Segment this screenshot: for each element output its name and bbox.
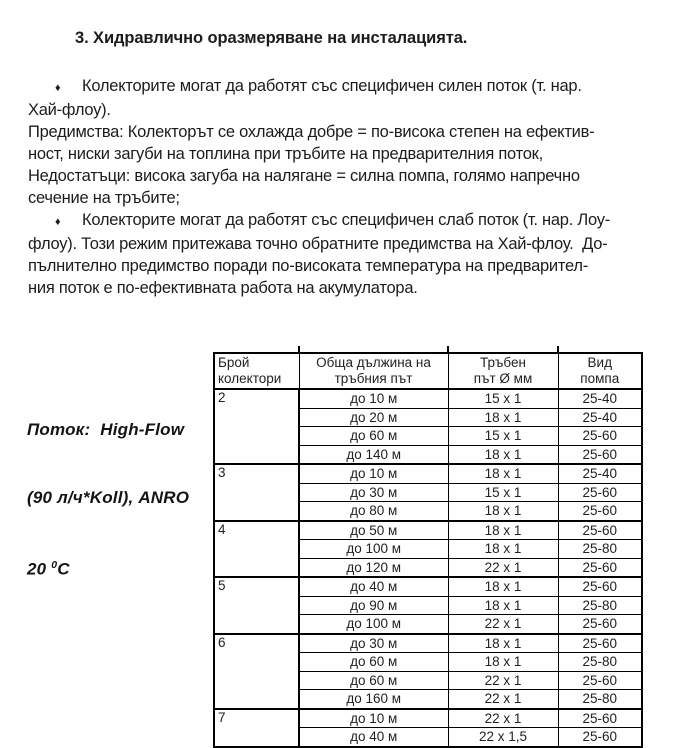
text-line <box>28 121 662 143</box>
table-cell: 18 x 1 <box>448 540 558 559</box>
text-line <box>28 99 662 121</box>
flow-label-line <box>27 554 189 581</box>
text-line-content: Предимства: Колекторът се охлажда добре = по-висока степен на ефектив- <box>28 123 595 141</box>
table-cell: до 40 м <box>299 728 448 747</box>
table-header-cell: Брой колектори <box>214 353 299 389</box>
collector-count-cell: 4 <box>214 521 299 578</box>
text-line-content: пълнително предимство поради по-високата температура на предварител- <box>28 257 589 275</box>
table-cell: до 90 м <box>299 596 448 615</box>
text-line <box>28 165 662 187</box>
table-row <box>214 634 642 653</box>
table-cell: 25-40 <box>558 408 642 427</box>
table-divider-tick <box>557 346 559 352</box>
table-header-cell: Тръбен път Ø мм <box>448 353 558 389</box>
pump-sizing-table-wrapper <box>213 352 647 745</box>
table-cell: 25-40 <box>558 389 642 408</box>
table-cell: 18 x 1 <box>448 577 558 596</box>
bullet-diamond-icon: ♦ <box>55 216 61 228</box>
table-cell: 18 x 1 <box>448 634 558 653</box>
bulleted-text-line <box>28 209 662 233</box>
text-line-content: Хай-флоу). <box>28 101 111 119</box>
text-line <box>28 255 662 277</box>
table-cell: 25-60 <box>558 709 642 728</box>
table-cell: до 140 м <box>299 445 448 464</box>
table-cell: до 100 м <box>299 540 448 559</box>
table-cell: 18 x 1 <box>448 502 558 521</box>
table-cell: до 10 м <box>299 464 448 483</box>
table-cell: 25-60 <box>558 671 642 690</box>
text-line-content: сечение на тръбите; <box>28 189 180 207</box>
temperature-unit: C <box>57 559 70 579</box>
table-cell: до 30 м <box>299 634 448 653</box>
table-row <box>214 464 642 483</box>
table-cell: до 40 м <box>299 577 448 596</box>
table-cell: до 50 м <box>299 521 448 540</box>
table-cell: 25-60 <box>558 558 642 577</box>
table-cell: до 160 м <box>299 690 448 709</box>
table-cell: до 60 м <box>299 671 448 690</box>
table-cell: до 10 м <box>299 709 448 728</box>
table-cell: 25-60 <box>558 615 642 634</box>
table-divider-tick <box>447 346 449 352</box>
table-cell: 22 x 1 <box>448 558 558 577</box>
table-cell: 25-60 <box>558 427 642 446</box>
table-row <box>214 577 642 596</box>
flow-label-line: Поток: High-Flow <box>27 420 185 439</box>
table-cell: 15 x 1 <box>448 483 558 502</box>
collector-count-cell: 6 <box>214 634 299 709</box>
table-row <box>214 709 642 728</box>
table-cell: 25-40 <box>558 464 642 483</box>
table-divider-tick <box>298 346 300 352</box>
flow-label-line: (90 л/ч*Koll), ANRO <box>27 487 190 507</box>
table-cell: до 60 м <box>299 427 448 446</box>
table-cell: 22 x 1 <box>448 671 558 690</box>
text-line <box>28 233 662 255</box>
table-cell: 25-60 <box>558 634 642 653</box>
table-cell: 25-60 <box>558 728 642 747</box>
table-cell: до 20 м <box>299 408 448 427</box>
table-cell: 22 x 1 <box>448 709 558 728</box>
collector-count-cell: 3 <box>214 464 299 521</box>
page-title: 3. Хидравлично оразмеряване на инсталацията. <box>75 29 468 47</box>
table-cell: 25-60 <box>558 577 642 596</box>
text-line <box>28 277 662 299</box>
table-cell: 22 x 1 <box>448 615 558 634</box>
table-cell: 18 x 1 <box>448 445 558 464</box>
body-paragraphs <box>28 75 662 299</box>
table-cell: 18 x 1 <box>448 521 558 540</box>
table-header-cell: Обща дължина на тръбния път <box>299 353 448 389</box>
temperature-superscript: 0 <box>51 559 58 571</box>
table-cell: до 100 м <box>299 615 448 634</box>
table-cell: 18 x 1 <box>448 653 558 672</box>
collector-count-cell: 5 <box>214 577 299 634</box>
table-row <box>214 389 642 408</box>
table-cell: 25-80 <box>558 596 642 615</box>
table-cell: до 80 м <box>299 502 448 521</box>
text-line-content: Колекторите могат да работят със специфичен силен поток (т. нар. <box>82 77 582 95</box>
table-cell: до 30 м <box>299 483 448 502</box>
table-cell: 18 x 1 <box>448 408 558 427</box>
pump-sizing-table <box>213 352 643 748</box>
bulleted-text-line <box>28 75 662 99</box>
table-cell: до 10 м <box>299 389 448 408</box>
table-header <box>214 353 642 389</box>
flow-parameters-label <box>27 374 189 604</box>
table-cell: 15 x 1 <box>448 389 558 408</box>
table-cell: до 60 м <box>299 653 448 672</box>
table-cell: 25-80 <box>558 653 642 672</box>
text-line-content: ния поток е по-ефективната работа на акумулатора. <box>28 279 418 297</box>
table-cell: 22 x 1 <box>448 690 558 709</box>
collector-count-cell: 7 <box>214 709 299 747</box>
table-cell: 18 x 1 <box>448 464 558 483</box>
table-cell: 25-80 <box>558 690 642 709</box>
table-cell: до 120 м <box>299 558 448 577</box>
table-cell: 25-60 <box>558 502 642 521</box>
text-line-content: флоу). Този режим притежава точно обратните предимства на Хай-флоу. До- <box>28 235 608 253</box>
bullet-diamond-icon: ♦ <box>55 82 61 94</box>
table-cell: 22 x 1,5 <box>448 728 558 747</box>
table-cell: 15 x 1 <box>448 427 558 446</box>
text-line-content: Колекторите могат да работят със специфичен слаб поток (т. нар. Лоу- <box>82 211 610 229</box>
text-line <box>28 143 662 165</box>
table-cell: 25-60 <box>558 483 642 502</box>
table-cell: 25-60 <box>558 445 642 464</box>
table-row <box>214 521 642 540</box>
text-line <box>28 187 662 209</box>
text-line-content: ност, ниски загуби на топлина при тръбите на предварителния поток, <box>28 145 543 163</box>
text-line-content: Недостатъци: висока загуба на налягане = силна помпа, голямо напречно <box>28 167 580 185</box>
table-cell: 25-60 <box>558 521 642 540</box>
collector-count-cell: 2 <box>214 389 299 464</box>
table-cell: 25-80 <box>558 540 642 559</box>
temperature-value: 20 <box>27 559 52 579</box>
table-cell: 18 x 1 <box>448 596 558 615</box>
table-header-cell: Вид помпа <box>558 353 642 389</box>
